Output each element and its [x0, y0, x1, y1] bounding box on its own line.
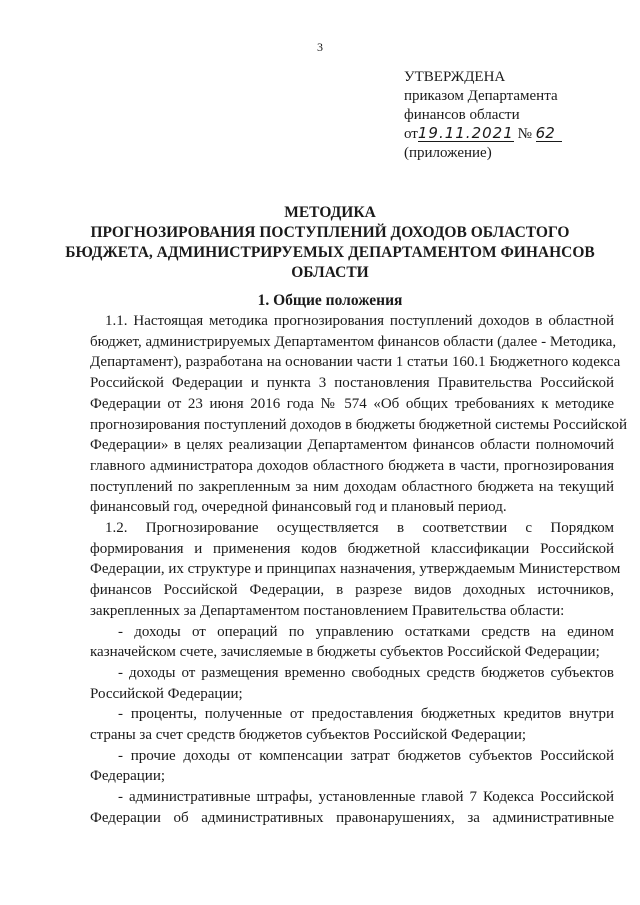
text-line: главного администратора доходов областного бюджета в части, прогнозирования — [90, 457, 614, 474]
text-line: финансов Российской Федерации, в разрезе видов доходных источников, — [90, 582, 614, 599]
text-line: прогнозирования поступлений доходов в бюджеты бюджетной системы Российской — [90, 416, 627, 433]
text-line: Российской Федерации и пункта 3 постановления Правительства Российской — [90, 375, 614, 392]
text-line: страны за счет средств бюджетов субъектов Российской Федерации; — [90, 727, 527, 744]
text-line: - доходы от размещения временно свободных средств бюджетов субъектов — [118, 664, 614, 681]
text-line: Департамент), разработана на основании части 1 статьи 160.1 Бюджетного кодекса — [90, 354, 621, 371]
text-line: Федерации об административных правонарушениях, за административные — [90, 809, 614, 826]
body-text — [90, 311, 627, 829]
text-line: Федерации» в целях реализации Департаментом финансов области полномочий — [90, 437, 614, 454]
approval-order-line: приказом Департамента — [404, 88, 558, 104]
title-line: МЕТОДИКА — [284, 204, 376, 221]
text-line: закрепленных за Департаментом постановлением Правительства области: — [90, 602, 565, 619]
title-line: ПРОГНОЗИРОВАНИЯ ПОСТУПЛЕНИЙ ДОХОДОВ ОБЛАСТОГО — [90, 224, 570, 241]
text-line: Российской Федерации; — [90, 685, 243, 702]
text-line: - доходы от операций по управлению остатками средств на едином — [118, 623, 614, 640]
text-line: 1.2. Прогнозирование осуществляется в соответствии с Порядком — [105, 520, 614, 537]
approval-from-prefix: от — [404, 126, 418, 142]
section-heading: 1. Общие положения — [257, 292, 403, 309]
approval-appendix-line: (приложение) — [404, 145, 492, 161]
text-line: - прочие доходы от компенсации затрат бюджетов субъектов Российской — [118, 747, 614, 764]
document-title — [40, 203, 620, 283]
text-line: Федерации от 23 июня 2016 года № 574 «Об общих требованиях к методике — [90, 395, 614, 412]
handwritten-date: 19.11.2021 — [417, 124, 514, 142]
handwritten-number: 62 — [536, 126, 562, 142]
text-line: финансовый год, очередной финансовый год и плановый период. — [90, 499, 507, 516]
text-line: казначейском счете, зачисляемые в бюджеты субъектов Российской Федерации; — [90, 644, 600, 661]
text-line: поступлений по закрепленным за ним доходам областного бюджета на текущий — [90, 478, 614, 495]
text-line: Федерации, их структуре и принципах назначения, утверждаемым Министерством — [90, 561, 621, 578]
title-line: ОБЛАСТИ — [291, 264, 369, 281]
text-line: - административные штрафы, установленные главой 7 Кодекса Российской — [118, 789, 614, 806]
text-line: - проценты, полученные от предоставления бюджетных кредитов внутри — [118, 706, 614, 723]
number-sign: № — [517, 126, 532, 142]
approval-department-line: финансов области — [404, 107, 520, 123]
text-line: формирования и применения кодов бюджетной классификации Российской — [90, 540, 614, 557]
title-line: БЮДЖЕТА, АДМИНИСТРИРУЕМЫХ ДЕПАРТАМЕНТОМ ФИНАНСОВ — [65, 244, 595, 261]
approval-title: УТВЕРЖДЕНА — [404, 69, 506, 85]
approval-stamp — [404, 68, 614, 163]
text-line: 1.1. Настоящая методика прогнозирования поступлений доходов в областной — [105, 313, 614, 329]
text-line: Федерации; — [90, 768, 166, 785]
page-number: 3 — [317, 40, 323, 54]
text-line: бюджет, администрируемых Департаментом финансов области (далее - Методика, — [90, 333, 617, 350]
approval-date-line — [404, 125, 614, 144]
